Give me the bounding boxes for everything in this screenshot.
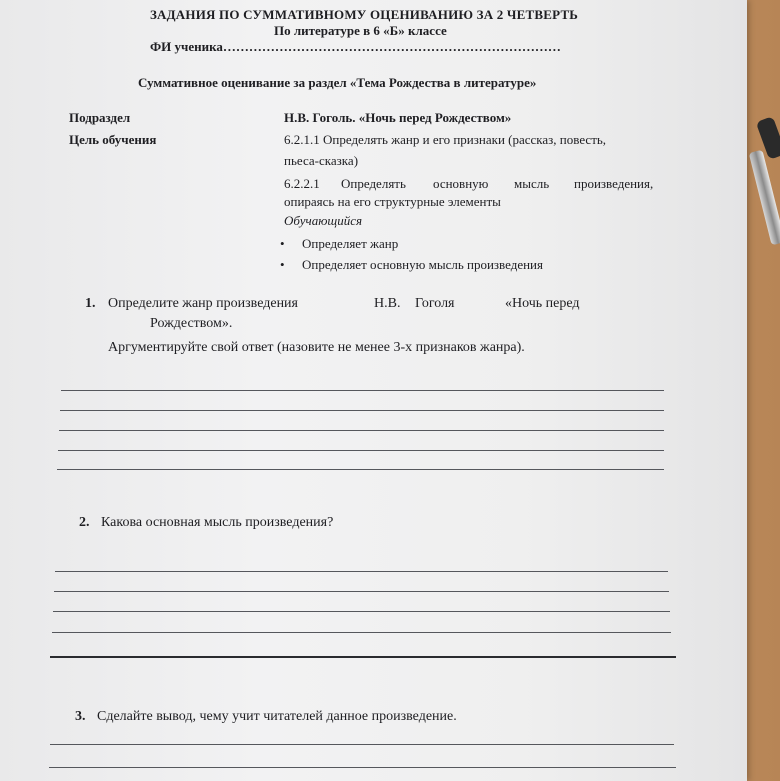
criterion-text: Определяет основную мысль произведения	[302, 257, 543, 272]
goal-2-word: произведения,	[574, 176, 654, 191]
goal-label: Цель обучения	[69, 132, 157, 147]
bullet-icon: •	[280, 236, 285, 251]
worksheet-title: ЗАДАНИЯ ПО СУММАТИВНОМУ ОЦЕНИВАНИЮ ЗА 2 ЧЕТВЕРТЬ	[150, 7, 579, 22]
answer-line[interactable]	[54, 591, 669, 592]
answer-line[interactable]	[55, 571, 668, 572]
bullet-icon: •	[280, 257, 285, 272]
answer-line[interactable]	[57, 469, 664, 470]
question-2-text: Какова основная мысль произведения?	[101, 515, 334, 530]
question-2-number: 2.	[79, 515, 90, 530]
answer-line[interactable]	[49, 767, 676, 768]
goal-2-word: основную	[433, 176, 489, 191]
goal-2-code: 6.2.2.1	[284, 176, 320, 191]
question-3-text: Сделайте вывод, чему учит читателей данное произведение.	[97, 709, 457, 724]
answer-line[interactable]	[61, 390, 664, 391]
answer-line[interactable]	[58, 450, 664, 451]
goal-1-line1: 6.2.1.1 Определять жанр и его признаки (рассказ, повесть,	[284, 132, 607, 147]
criterion-item	[280, 257, 543, 273]
goal-2-line2: опираясь на его структурные элементы	[284, 194, 501, 209]
goal-1-line2: пьеса-сказка)	[284, 153, 359, 168]
section-title: Суммативное оценивание за раздел «Тема Рождества в литературе»	[138, 75, 537, 90]
question-3-number: 3.	[75, 709, 86, 724]
question-1-instruction: Аргументируйте свой ответ (назовите не менее 3-х признаков жанра).	[108, 340, 525, 355]
subsection-label: Подраздел	[69, 110, 131, 125]
question-1-text-line2: Рождеством».	[150, 316, 233, 331]
question-1-text: Определите жанр произведения	[108, 296, 298, 311]
student-name-field[interactable]: ФИ ученика……………………………………………………………………	[150, 39, 561, 54]
question-1-number: 1.	[85, 296, 96, 311]
criterion-text: Определяет жанр	[302, 236, 399, 251]
criterion-item	[280, 236, 398, 252]
answer-line[interactable]	[53, 611, 670, 612]
answer-line[interactable]	[52, 632, 671, 633]
question-1-text: Н.В.	[374, 296, 401, 311]
question-1-text: Гоголя	[415, 296, 455, 311]
answer-line[interactable]	[59, 430, 664, 431]
learner-label: Обучающийся	[284, 213, 363, 228]
goal-2-word: мысль	[514, 176, 550, 191]
worksheet-subtitle: По литературе в 6 «Б» классе	[274, 23, 447, 38]
answer-line[interactable]	[60, 410, 664, 411]
goal-2-word: Определять	[341, 176, 406, 191]
subsection-value: Н.В. Гоголь. «Ночь перед Рождеством»	[284, 110, 512, 125]
answer-line[interactable]	[50, 744, 674, 745]
answer-line[interactable]	[50, 656, 676, 658]
question-1-text: «Ночь перед	[505, 296, 580, 311]
